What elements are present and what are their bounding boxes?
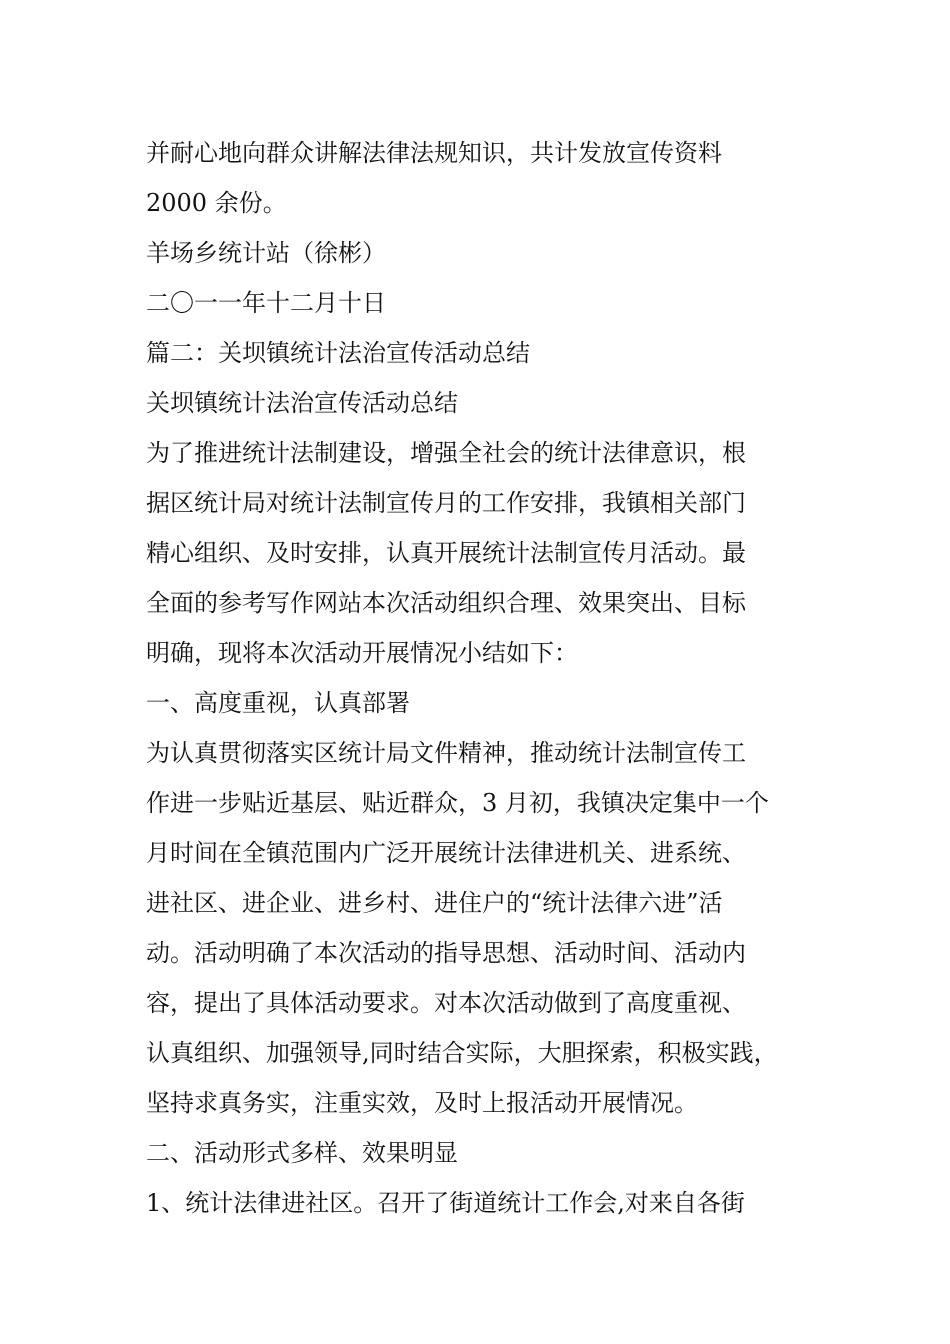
subsection-heading: 一、高度重视，认真部署 (146, 689, 410, 717)
text-line: 容，提出了具体活动要求。对本次活动做到了高度重视、 (146, 989, 746, 1017)
text-line: 坚持求真务实，注重实效，及时上报活动开展情况。 (146, 1089, 698, 1117)
text-line: 认真组织、加强领导,同时结合实际，大胆探索，积极实践， (146, 1039, 778, 1067)
text-line: 动。活动明确了本次活动的指导思想、活动时间、活动内 (146, 939, 746, 967)
signature-date: 二〇一一年十二月十日 (146, 289, 386, 317)
text-line: 全面的参考写作网站本次活动组织合理、效果突出、目标 (146, 589, 746, 617)
text-line: 2000 余份。 (146, 189, 287, 217)
signature-unit: 羊场乡统计站（徐彬） (146, 239, 386, 267)
text-line: 进社区、进企业、进乡村、进住户的“统计法律六进”活 (146, 889, 723, 917)
text-line: 月时间在全镇范围内广泛开展统计法律进机关、进系统、 (146, 839, 746, 867)
subsection-heading: 二、活动形式多样、效果明显 (146, 1139, 458, 1167)
section-heading: 篇二：关坝镇统计法治宣传活动总结 (146, 339, 530, 367)
text-line: 1、统计法律进社区。召开了街道统计工作会,对来自各街 (146, 1189, 745, 1217)
article-title: 关坝镇统计法治宣传活动总结 (146, 389, 458, 417)
text-line: 精心组织、及时安排，认真开展统计法制宣传月活动。最 (146, 539, 746, 567)
text-line: 据区统计局对统计法制宣传月的工作安排，我镇相关部门 (146, 489, 746, 517)
text-line: 为了推进统计法制建设，增强全社会的统计法律意识，根 (146, 439, 746, 467)
text-line: 并耐心地向群众讲解法律法规知识，共计发放宣传资料 (146, 139, 722, 167)
text-line: 为认真贯彻落实区统计局文件精神，推动统计法制宣传工 (146, 739, 746, 767)
text-line: 明确，现将本次活动开展情况小结如下： (146, 639, 578, 667)
document-body (146, 128, 811, 1228)
text-line: 作进一步贴近基层、贴近群众，3 月初，我镇决定集中一个 (146, 789, 769, 817)
